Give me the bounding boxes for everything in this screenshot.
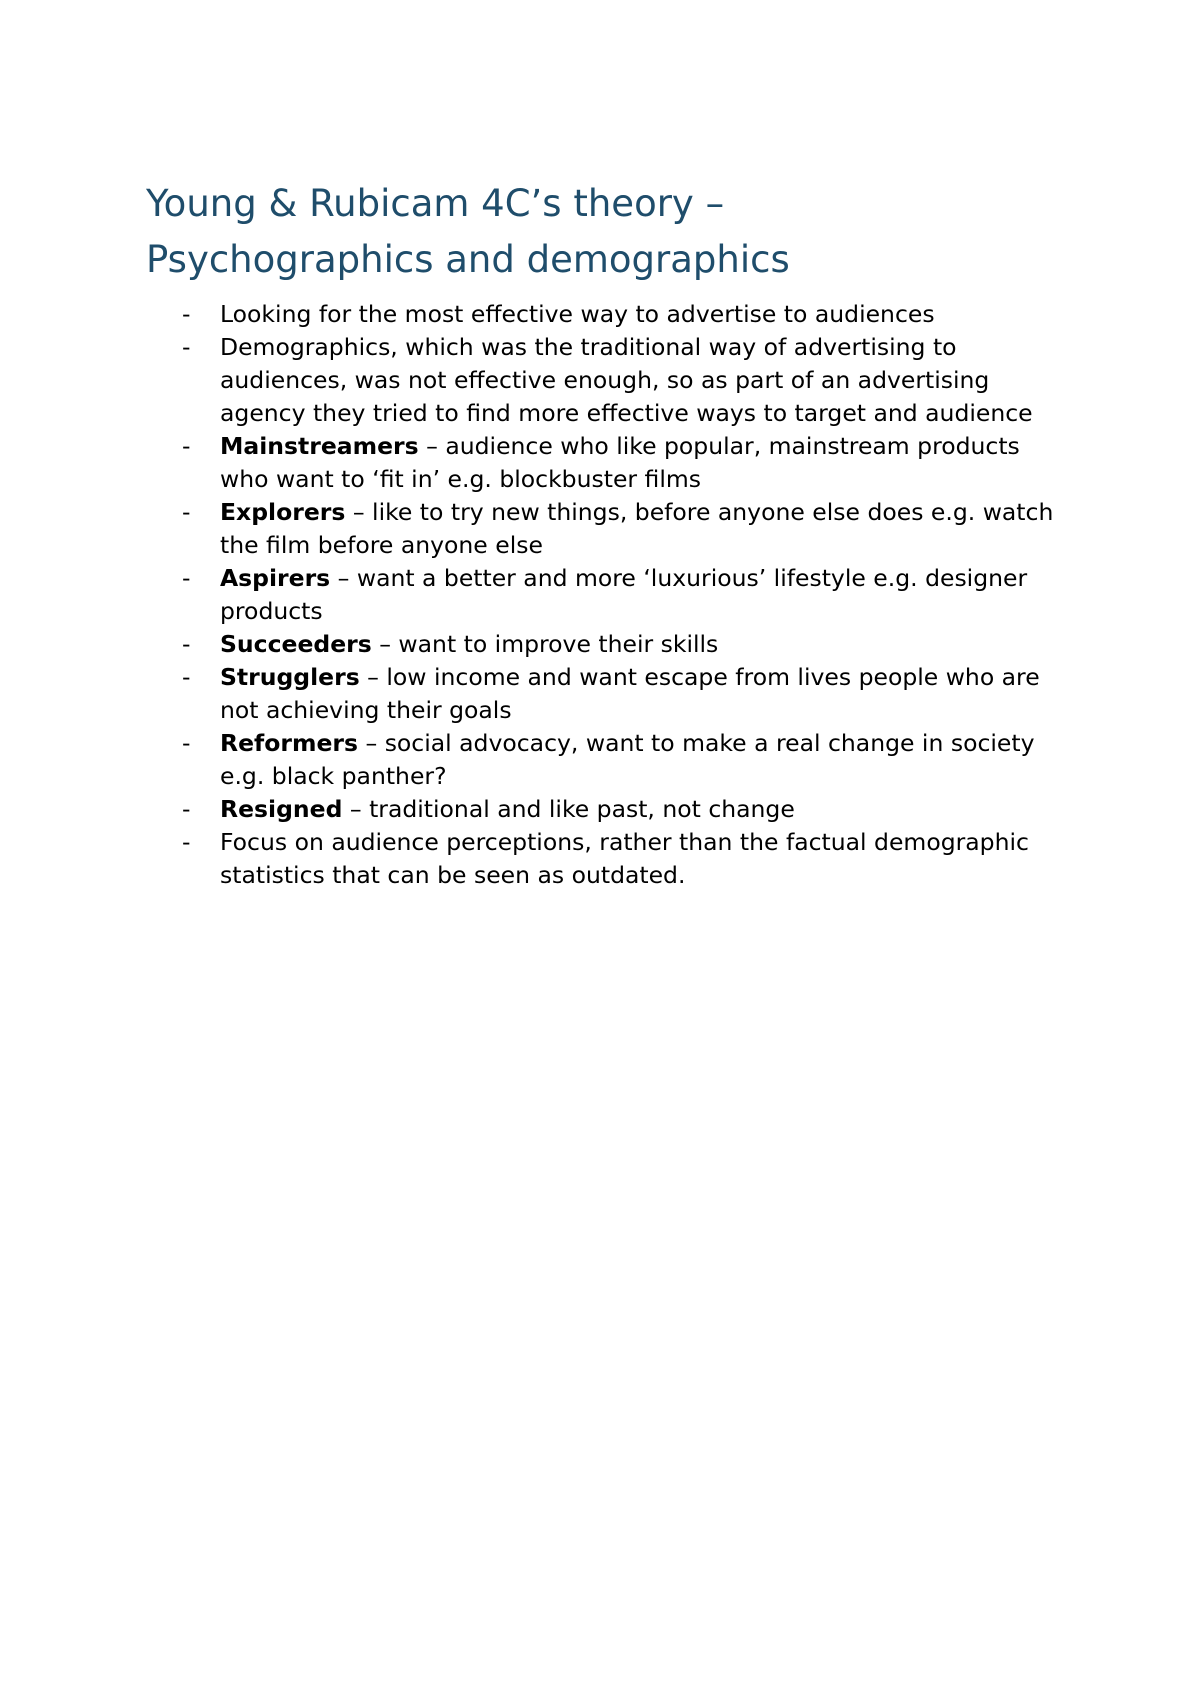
item-text: – want a better and more ‘luxurious’ lifestyle e.g. designer products xyxy=(220,564,1028,625)
item-text: – like to try new things, before anyone else does e.g. watch the film before anyone else xyxy=(220,498,1054,559)
item-text: Focus on audience perceptions, rather than the factual demographic statistics that can be seen as outdated. xyxy=(220,828,1029,889)
bullet-dash: - xyxy=(182,828,191,856)
list-item xyxy=(146,628,1066,661)
list-item xyxy=(146,298,1066,331)
item-text: – audience who like popular, mainstream products who want to ‘fit in’ e.g. blockbuster films xyxy=(220,432,1020,493)
item-text: – traditional and like past, not change xyxy=(342,795,795,823)
list-item xyxy=(146,727,1066,793)
item-term: Strugglers xyxy=(220,663,360,691)
item-term: Explorers xyxy=(220,498,346,526)
title-line-1: Young & Rubicam 4C’s theory – xyxy=(146,182,725,225)
bullet-list xyxy=(146,298,1066,892)
item-term: Aspirers xyxy=(220,564,331,592)
item-text: – social advocacy, want to make a real change in society e.g. black panther? xyxy=(220,729,1035,790)
list-item xyxy=(146,793,1066,826)
item-text: Looking for the most effective way to advertise to audiences xyxy=(220,300,935,328)
list-item xyxy=(146,496,1066,562)
bullet-dash: - xyxy=(182,795,191,823)
bullet-dash: - xyxy=(182,663,191,691)
bullet-dash: - xyxy=(182,498,191,526)
bullet-dash: - xyxy=(182,333,191,361)
list-item xyxy=(146,430,1066,496)
item-text: – low income and want escape from lives people who are not achieving their goals xyxy=(220,663,1040,724)
bullet-dash: - xyxy=(182,432,191,460)
item-term: Mainstreamers xyxy=(220,432,419,460)
bullet-dash: - xyxy=(182,564,191,592)
item-text: Demographics, which was the traditional way of advertising to audiences, was not effective enough, so as part of an advertising agency they tried to find more effective ways to target and audience xyxy=(220,333,1033,427)
list-item xyxy=(146,562,1066,628)
list-item xyxy=(146,661,1066,727)
bullet-dash: - xyxy=(182,630,191,658)
item-term: Succeeders xyxy=(220,630,372,658)
item-term: Resigned xyxy=(220,795,343,823)
list-item xyxy=(146,331,1066,430)
bullet-dash: - xyxy=(182,300,191,328)
item-text: – want to improve their skills xyxy=(371,630,719,658)
bullet-dash: - xyxy=(182,729,191,757)
item-term: Reformers xyxy=(220,729,358,757)
list-item xyxy=(146,826,1066,892)
document-title xyxy=(146,176,1096,288)
title-line-2: Psychographics and demographics xyxy=(146,238,790,281)
